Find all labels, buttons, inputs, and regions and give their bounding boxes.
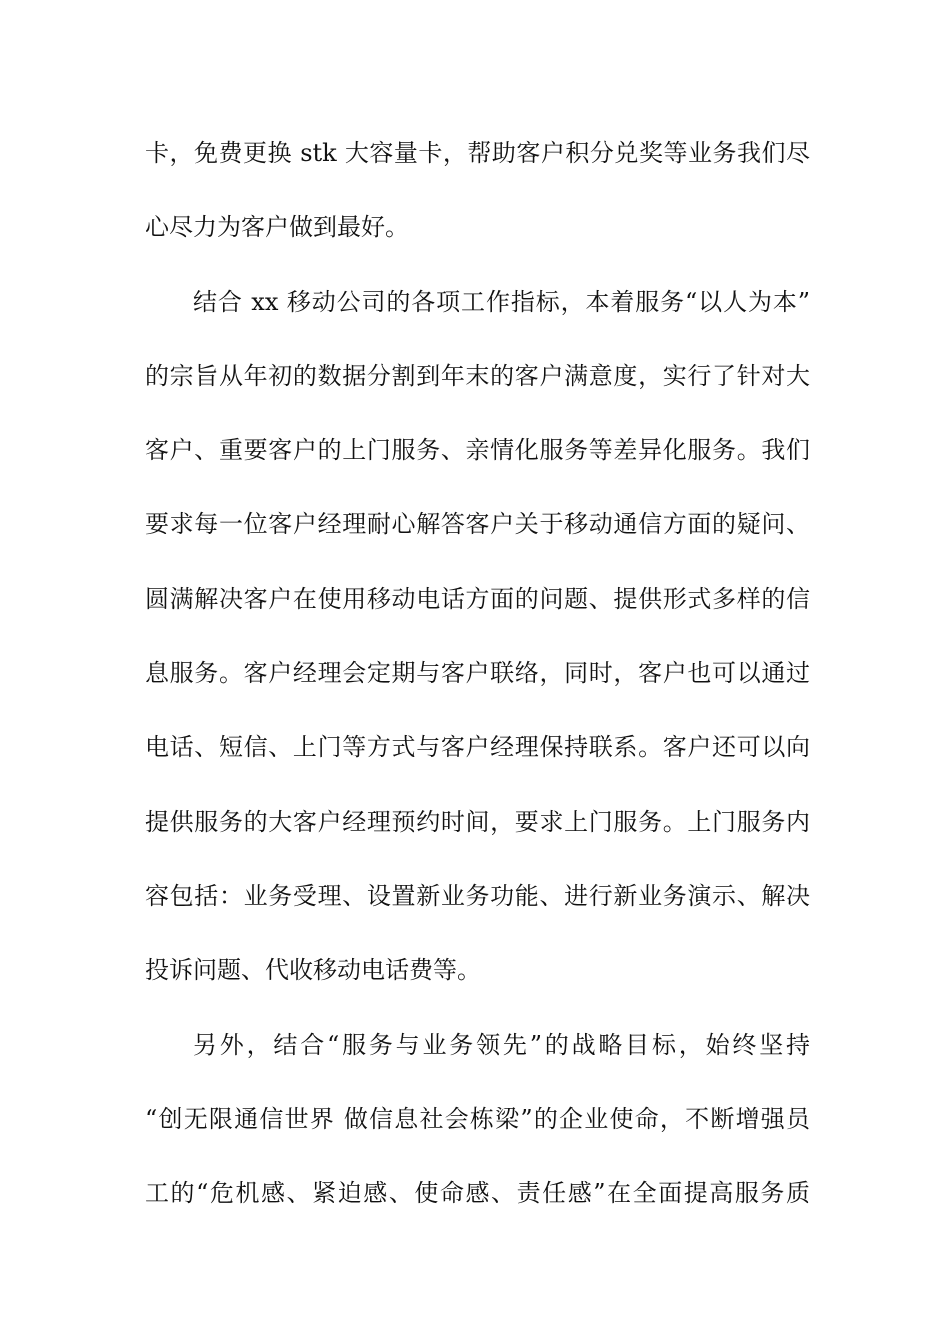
- text-line: 提供服务的大客户经理预约时间，要求上门服务。上门服务内: [145, 807, 810, 836]
- text-line: 心尽力为客户做到最好。: [145, 213, 409, 242]
- text-line: 结合 xx 移动公司的各项工作指标，本着服务“以人为本”: [193, 287, 810, 316]
- body-text: [145, 123, 810, 1237]
- text-line: 容包括：业务受理、设置新业务功能、进行新业务演示、解决: [145, 881, 810, 910]
- text-line: 客户、重要客户的上门服务、亲情化服务等差异化服务。我们: [145, 436, 810, 465]
- text-line: 要求每一位客户经理耐心解答客户关于移动通信方面的疑问、: [145, 510, 810, 539]
- text-line: 投诉问题、代收移动电话费等。: [145, 956, 481, 985]
- text-line: 卡，免费更换 stk 大容量卡，帮助客户积分兑奖等业务我们尽: [145, 139, 810, 167]
- text-line: “创无限通信世界 做信息社会栋梁”的企业使命，不断增强员: [145, 1104, 810, 1133]
- text-line: 另外，结合“服务与业务领先”的战略目标，始终坚持: [193, 1030, 810, 1059]
- text-line: 息服务。客户经理会定期与客户联络，同时，客户也可以通过: [145, 659, 810, 688]
- text-line: 工的“危机感、紧迫感、使命感、责任感”在全面提高服务质: [145, 1179, 810, 1208]
- text-line: 的宗旨从年初的数据分割到年末的客户满意度，实行了针对大: [145, 361, 810, 390]
- text-line: 圆满解决客户在使用移动电话方面的问题、提供形式多样的信: [145, 584, 810, 613]
- text-line: 电话、短信、上门等方式与客户经理保持联系。客户还可以向: [145, 733, 810, 762]
